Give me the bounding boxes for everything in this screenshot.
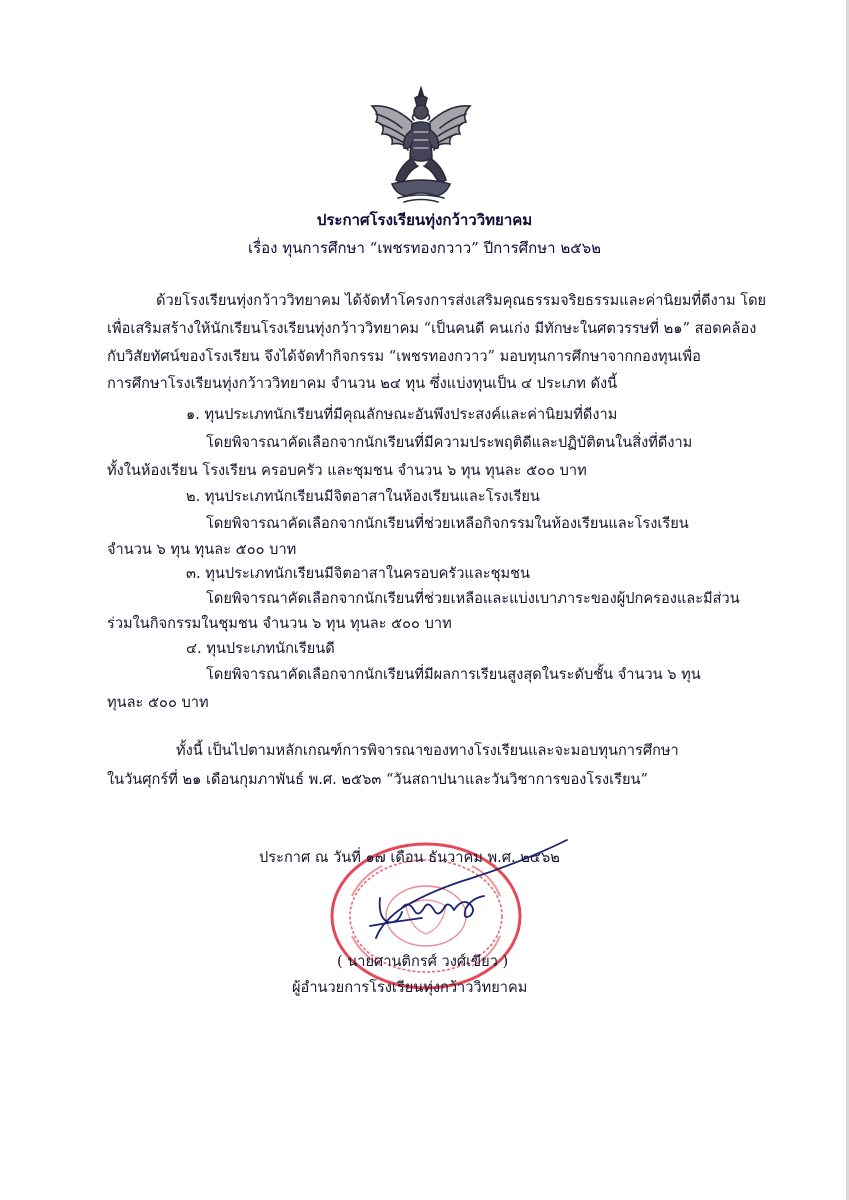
signer-position: ผู้อำนวยการโรงเรียนทุ่งกว้าววิทยาคม — [292, 979, 528, 996]
item-4-line-1: โดยพิจารณาคัดเลือกจากนักเรียนที่มีผลการเรียนสูงสุดในระดับชั้น จำนวน ๖ ทุน — [206, 666, 701, 683]
item-4-line-2: ทุนละ ๕๐๐ บาท — [107, 694, 209, 711]
item-3-line-1: โดยพิจารณาคัดเลือกจากนักเรียนที่ช่วยเหลือและแบ่งเบาภาระของผู้ปกครองและมีส่วน — [206, 590, 740, 607]
item-4-heading: ๔. ทุนประเภทนักเรียนดี — [186, 640, 335, 657]
item-1-heading: ๑. ทุนประเภทนักเรียนที่มีคุณลักษณะอันพึงประสงค์และค่านิยมที่ดีงาม — [186, 406, 618, 423]
item-1-line-2: ทั้งในห้องเรียน โรงเรียน ครอบครัว และชุมชน จำนวน ๖ ทุน ทุนละ ๕๐๐ บาท — [107, 462, 587, 479]
intro-line-4: การศึกษาโรงเรียนทุ่งกว้าววิทยาคม จำนวน ๒๔ ทุน ซึ่งแบ่งทุนเป็น ๔ ประเภท ดังนี้ — [107, 375, 618, 392]
item-2-line-2: จำนวน ๖ ทุน ทุนละ ๕๐๐ บาท — [107, 541, 297, 558]
item-3-heading: ๓. ทุนประเภทนักเรียนมีจิตอาสาในครอบครัวและชุมชน — [186, 565, 531, 582]
garuda-emblem-icon — [362, 84, 480, 204]
intro-line-2: เพื่อเสริมสร้างให้นักเรียนโรงเรียนทุ่งกว้าววิทยาคม “เป็นคนดี คนเก่ง มีทักษะในศตวรรษที่ ๒๑” สอดคล้อง — [107, 320, 757, 337]
closing-line-2: ในวันศุกร์ที่ ๒๑ เดือนกุมภาพันธ์ พ.ศ. ๒๕๖๓ “วันสถาปนาและวันวิชาการของโรงเรียน” — [107, 771, 648, 788]
item-2-line-1: โดยพิจารณาคัดเลือกจากนักเรียนที่ช่วยเหลือกิจกรรมในห้องเรียนและโรงเรียน — [206, 515, 689, 532]
intro-line-3: กับวิสัยทัศน์ของโรงเรียน จึงได้จัดทำกิจกรรม “เพชรทองกวาว” มอบทุนการศึกษาจากกองทุนเพื่อ — [107, 348, 701, 365]
closing-line-1: ทั้งนี้ เป็นไปตามหลักเกณฑ์การพิจารณาของทางโรงเรียนและจะมอบทุนการศึกษา — [176, 742, 679, 759]
document-subject: เรื่อง ทุนการศึกษา “เพชรทองกวาว” ปีการศึกษา ๒๕๖๒ — [247, 239, 601, 257]
handwritten-signature-icon — [362, 838, 572, 948]
announce-date: ประกาศ ณ วันที่ ๑๗ เดือน ธันวาคม พ.ศ. ๒๕๖๒ — [259, 849, 560, 866]
signer-name: ( นายศานติกรศ์ วงศ์เขียว ) — [337, 953, 509, 970]
document-title: ประกาศโรงเรียนทุ่งกว้าววิทยาคม — [316, 211, 533, 229]
item-2-heading: ๒. ทุนประเภทนักเรียนมีจิตอาสาในห้องเรียนและโรงเรียน — [186, 488, 540, 505]
item-3-line-2: ร่วมในกิจกรรมในชุมชน จำนวน ๖ ทุน ทุนละ ๕๐๐ บาท — [107, 615, 452, 632]
intro-line-1: ด้วยโรงเรียนทุ่งกว้าววิทยาคม ได้จัดทำโครงการส่งเสริมคุณธรรมจริยธรรมและค่านิยมที่ดีงาม โดย — [156, 292, 767, 309]
item-1-line-1: โดยพิจารณาคัดเลือกจากนักเรียนที่มีความประพฤติดีและปฏิบัติตนในสิ่งที่ดีงาม — [206, 434, 693, 451]
